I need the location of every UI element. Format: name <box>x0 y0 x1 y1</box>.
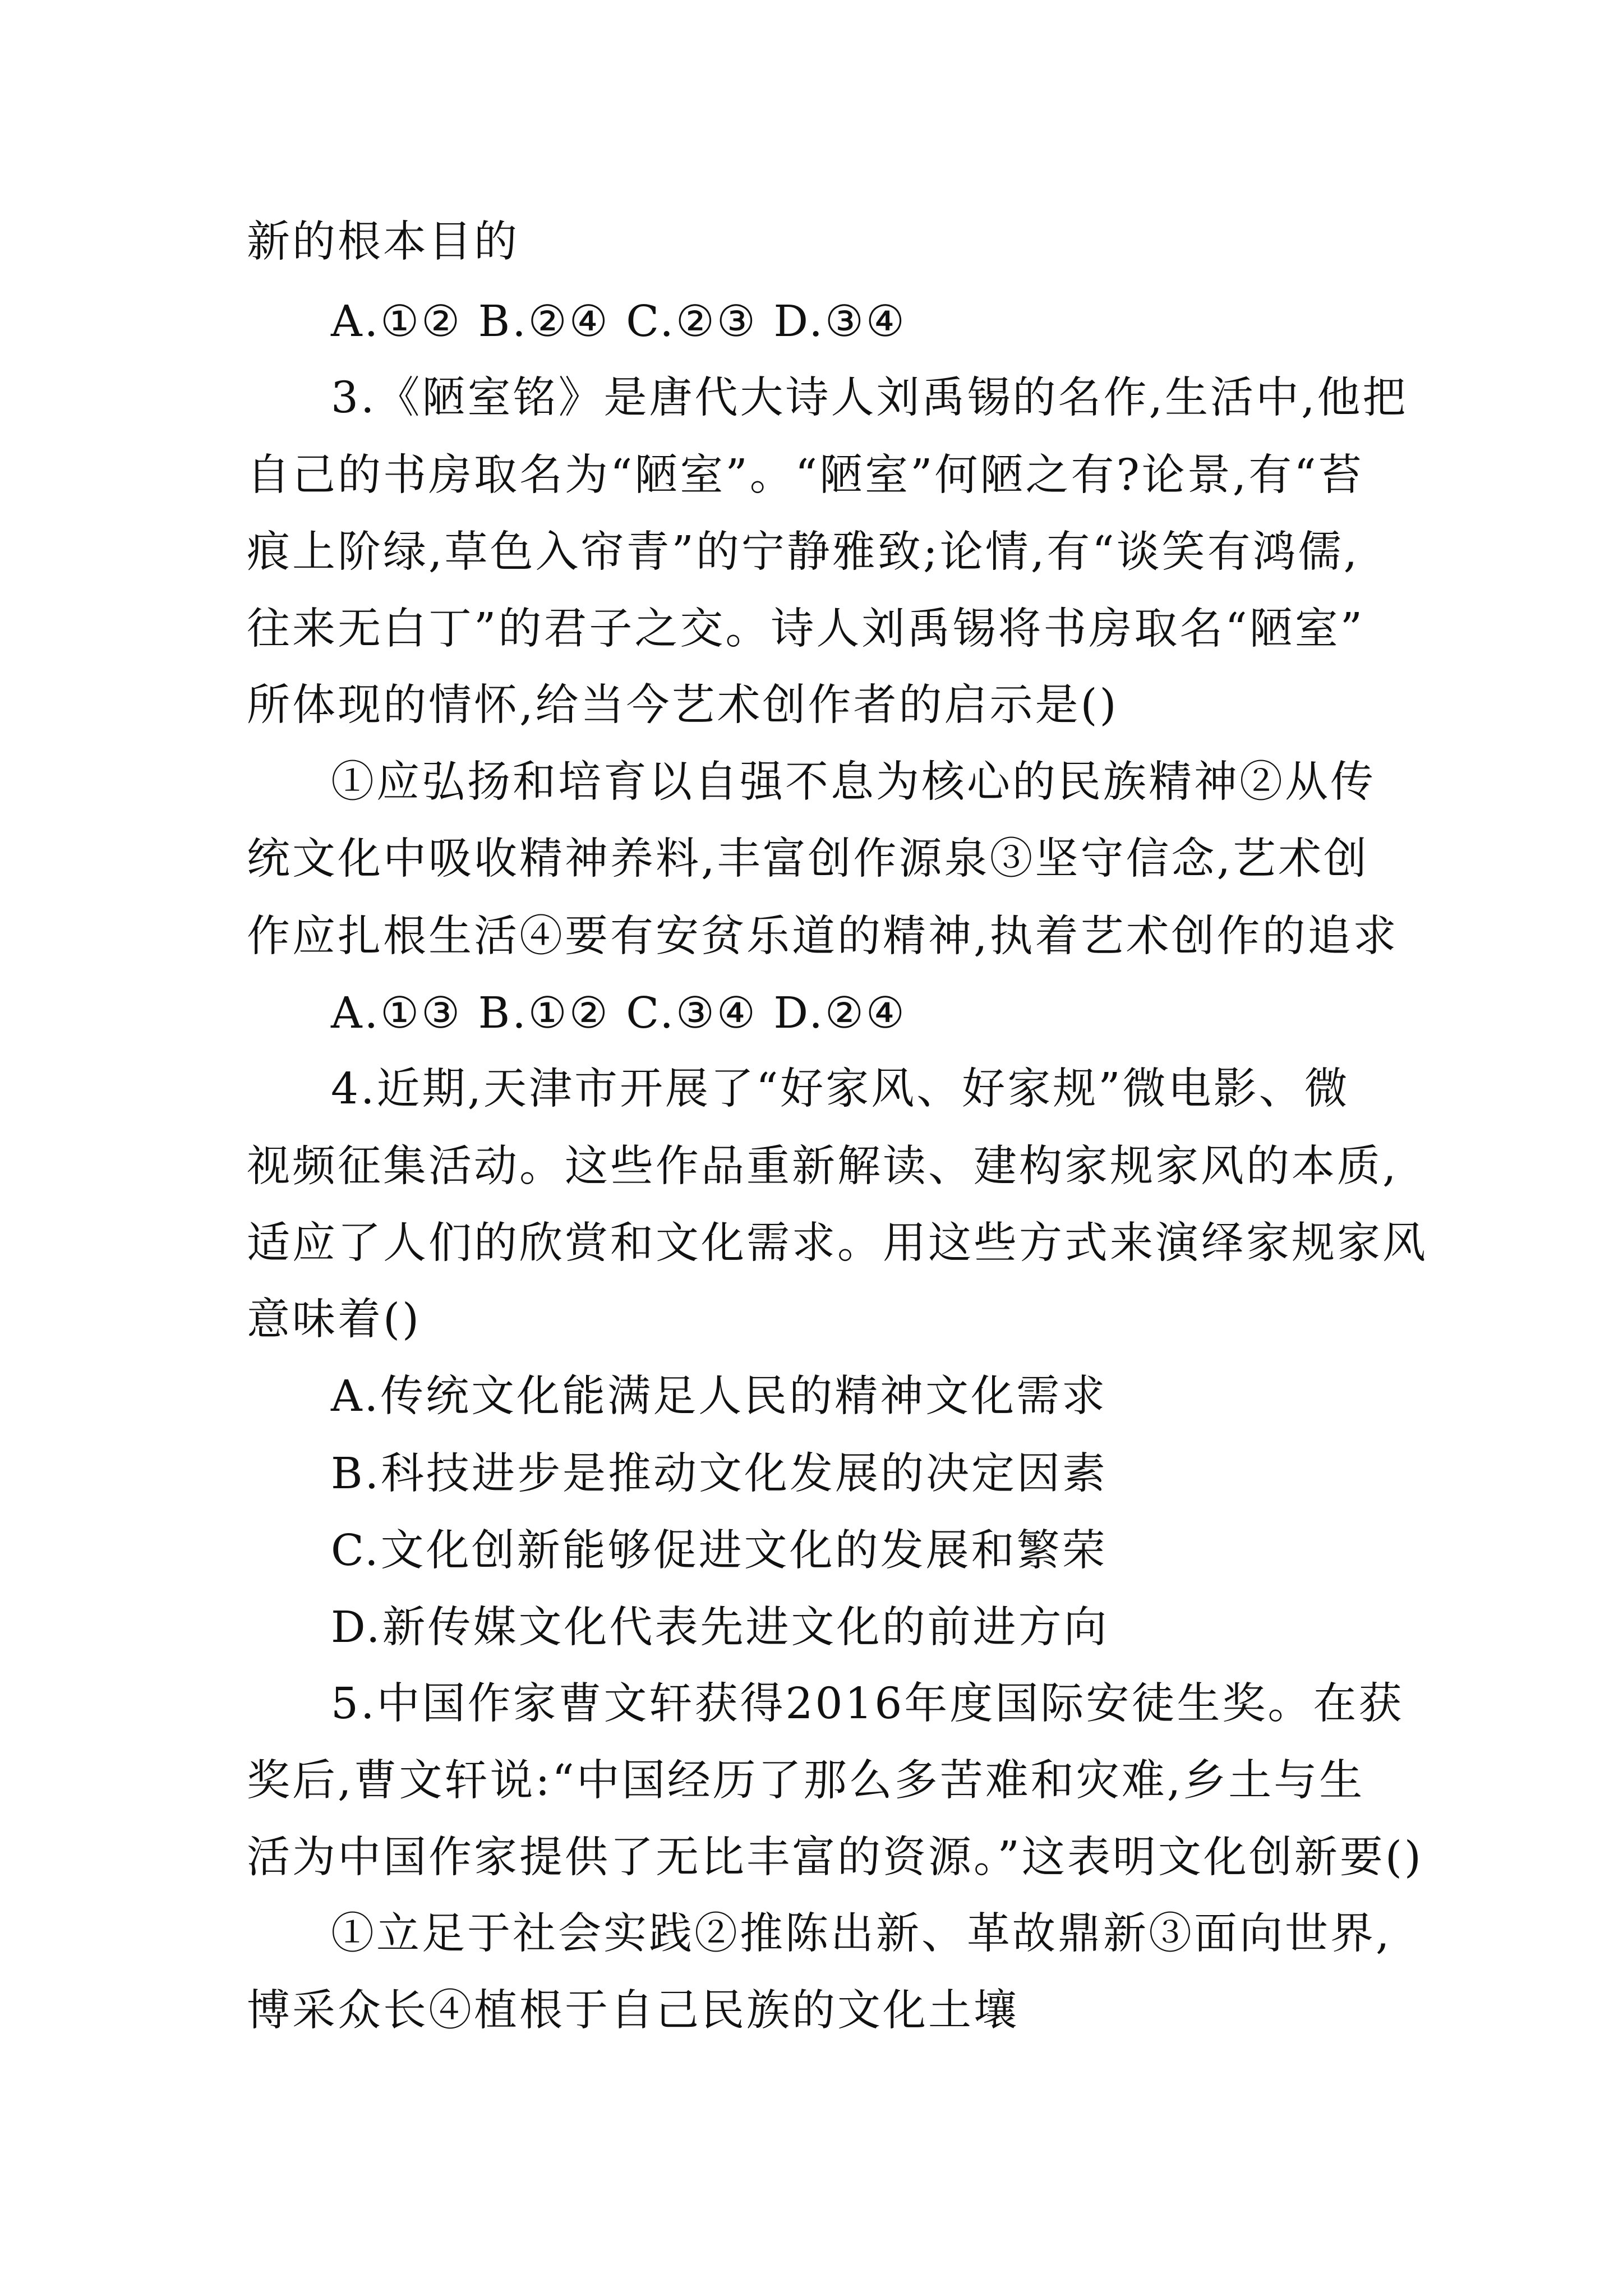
option-a: A.传统文化能满足人民的精神文化需求 <box>331 1372 1108 1421</box>
text-line: 新的根本目的 <box>247 217 519 267</box>
answer-options: A.①② B.②④ C.②③ D.③④ <box>331 297 907 347</box>
text-line: 自己的书房取名为“陋室”。“陋室”何陋之有?论景,有“苔 <box>247 450 1364 500</box>
text-line: 往来无白丁”的君子之交。诗人刘禹锡将书房取名“陋室” <box>247 604 1365 654</box>
statement-line: ①应弘扬和培育以自强不息为核心的民族精神②从传 <box>331 757 1376 807</box>
text-line: 所体现的情怀,给当今艺术创作者的启示是() <box>247 680 1119 730</box>
text-line: 统文化中吸收精神养料,丰富创作源泉③坚守信念,艺术创 <box>247 834 1369 884</box>
option-c: C.文化创新能够促进文化的发展和繁荣 <box>331 1526 1108 1576</box>
text-line: 作应扎根生活④要有安贫乐道的精神,执着艺术创作的追求 <box>247 912 1399 961</box>
question-5-line: 5.中国作家曹文轩获得2016年度国际安徒生奖。在获 <box>331 1679 1404 1729</box>
text-line: 意味着() <box>247 1295 422 1345</box>
text-line: 博采众长④植根于自己民族的文化土壤 <box>247 1986 1019 2036</box>
text-line: 视频征集活动。这些作品重新解读、建构家规家风的本质, <box>247 1142 1399 1191</box>
question-3-line: 3.《陋室铭》是唐代大诗人刘禹锡的名作,生活中,他把 <box>331 373 1408 423</box>
question-4-line: 4.近期,天津市开展了“好家风、好家规”微电影、微 <box>331 1064 1350 1114</box>
answer-options: A.①③ B.①② C.③④ D.②④ <box>331 988 907 1038</box>
text-line: 活为中国作家提供了无比丰富的资源。”这表明文化创新要() <box>247 1833 1423 1883</box>
text-line: 适应了人们的欣赏和文化需求。用这些方式来演绎家规家风 <box>247 1218 1428 1268</box>
text-line: 痕上阶绿,草色入帘青”的宁静雅致;论情,有“谈笑有鸿儒, <box>247 527 1360 577</box>
statement-line: ①立足于社会实践②推陈出新、革故鼎新③面向世界, <box>331 1909 1392 1959</box>
option-b: B.科技进步是推动文化发展的决定因素 <box>331 1449 1108 1499</box>
option-d: D.新传媒文化代表先进文化的前进方向 <box>331 1603 1109 1653</box>
text-line: 奖后,曹文轩说:“中国经历了那么多苦难和灾难,乡土与生 <box>247 1756 1365 1806</box>
